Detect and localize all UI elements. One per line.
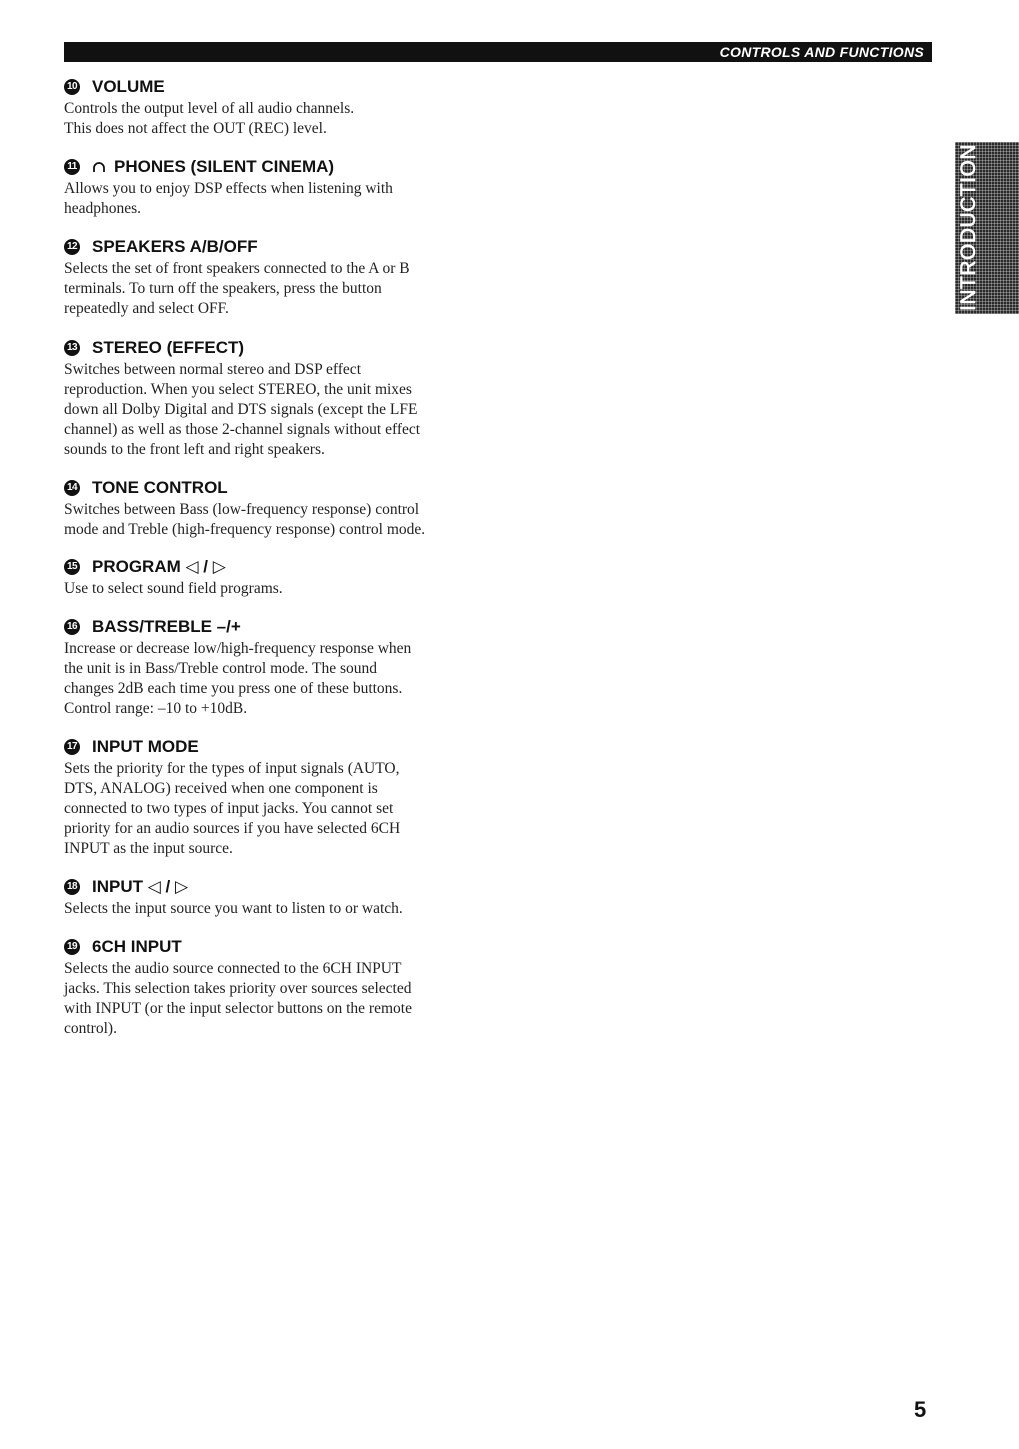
item-bass-treble — [64, 616, 504, 719]
item-6ch-input — [64, 936, 504, 1039]
item-title: PHONES (SILENT CINEMA) — [114, 157, 335, 176]
item-heading — [64, 616, 504, 638]
side-tab-label: INTRODUCTION — [957, 144, 980, 312]
item-description: Controls the output level of all audio channels. This does not affect the OUT (REC) level. — [64, 100, 355, 137]
item-heading — [64, 736, 504, 758]
item-description: Use to select sound field programs. — [64, 580, 283, 597]
item-description: Selects the audio source connected to the 6CH INPUT jacks. This selection takes priority over sources selected with INPUT (or the input selector buttons on the remote control). — [64, 960, 412, 1037]
item-number-badge: 15 — [64, 559, 80, 575]
item-speakers — [64, 236, 504, 319]
item-heading — [64, 477, 504, 499]
item-title: INPUT ◁ / ▷ — [92, 877, 189, 896]
item-description: Switches between Bass (low-frequency response) control mode and Treble (high-frequency response) control mode. — [64, 501, 426, 538]
item-number-badge: 13 — [64, 340, 80, 356]
section-title: CONTROLS AND FUNCTIONS — [719, 44, 924, 60]
item-description: Sets the priority for the types of input signals (AUTO, DTS, ANALOG) received when one component is connected to two types of input jacks. You cannot set priority for an audio sources if you have selected 6CH INPUT as the input source. — [64, 760, 401, 857]
side-tab — [955, 142, 1019, 314]
item-phones — [64, 156, 504, 219]
item-description: Increase or decrease low/high-frequency response when the unit is in Bass/Treble control mode. The sound changes 2dB each time you press one of these buttons. Control range: –10 to +10dB. — [64, 640, 412, 717]
item-number-badge: 19 — [64, 939, 80, 955]
item-heading — [64, 556, 504, 578]
item-volume — [64, 76, 504, 139]
headphones-icon — [92, 162, 106, 173]
header-bar — [64, 42, 932, 62]
item-title: PROGRAM ◁ / ▷ — [92, 557, 226, 576]
item-heading — [64, 337, 504, 359]
item-tone-control — [64, 477, 504, 540]
item-program — [64, 556, 504, 599]
item-number-badge: 11 — [64, 159, 80, 175]
item-number-badge: 17 — [64, 739, 80, 755]
item-heading — [64, 936, 504, 958]
item-description: Allows you to enjoy DSP effects when listening with headphones. — [64, 180, 393, 217]
item-number-badge: 10 — [64, 79, 80, 95]
item-title: VOLUME — [92, 77, 165, 96]
item-description: Selects the set of front speakers connected to the A or B terminals. To turn off the speakers, press the button repeatedly and select OFF. — [64, 260, 410, 317]
item-input — [64, 876, 504, 919]
item-number-badge: 14 — [64, 480, 80, 496]
item-description: Selects the input source you want to listen to or watch. — [64, 900, 403, 917]
item-title: BASS/TREBLE –/+ — [92, 617, 241, 636]
item-heading — [64, 876, 504, 898]
item-title: STEREO (EFFECT) — [92, 338, 245, 357]
item-number-badge: 12 — [64, 239, 80, 255]
item-heading — [64, 76, 504, 98]
item-number-badge: 18 — [64, 879, 80, 895]
item-title: TONE CONTROL — [92, 478, 228, 497]
item-title: 6CH INPUT — [92, 937, 182, 956]
item-input-mode — [64, 736, 504, 859]
item-stereo — [64, 337, 504, 460]
item-title: INPUT MODE — [92, 737, 199, 756]
item-number-badge: 16 — [64, 619, 80, 635]
item-description: Switches between normal stereo and DSP effect reproduction. When you select STEREO, the unit mixes down all Dolby Digital and DTS signals (except the LFE channel) as well as those 2-channel signals without effect sounds to the front left and right speakers. — [64, 361, 421, 458]
item-heading — [64, 236, 504, 258]
item-heading — [64, 156, 504, 178]
page-number: 5 — [914, 1397, 927, 1422]
item-title: SPEAKERS A/B/OFF — [92, 237, 258, 256]
